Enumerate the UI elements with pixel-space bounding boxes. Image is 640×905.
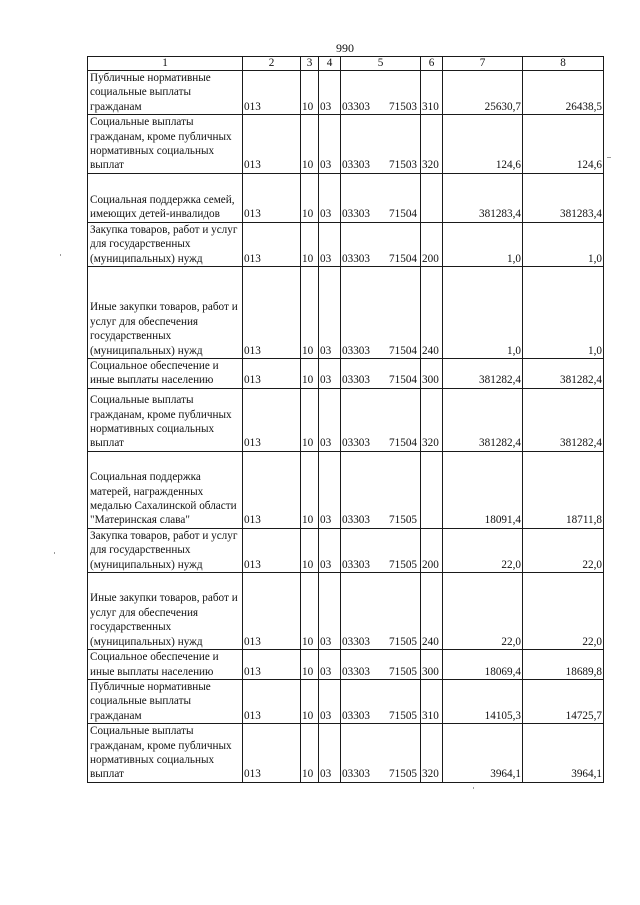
- section-cell: 10: [301, 724, 319, 783]
- target-article-part-a: 03303: [342, 159, 370, 172]
- target-article-cell: [341, 71, 421, 115]
- scan-mark: [54, 552, 55, 554]
- target-article-part-b: 71505: [389, 709, 417, 722]
- section-cell: 10: [301, 71, 319, 115]
- target-article-part-b: 71505: [389, 665, 417, 678]
- row-name-cell: Иные закупки товаров, работ и услуг для обеспечения государственных (муниципальных) нужд: [88, 573, 243, 650]
- target-article-cell: [341, 115, 421, 174]
- subsection-cell: 03: [319, 724, 341, 783]
- amount-col7-cell: 18069,4: [443, 650, 523, 680]
- target-article-part-a: 03303: [342, 709, 370, 722]
- target-article-cell: [341, 679, 421, 723]
- row-name-cell: Социальные выплаты гражданам, кроме публичных нормативных социальных выплат: [88, 388, 243, 451]
- amount-col7-cell: 22,0: [443, 528, 523, 572]
- subsection-cell: 03: [319, 222, 341, 266]
- grbs-cell: 013: [243, 528, 301, 572]
- target-article-part-a: 03303: [342, 768, 370, 781]
- grbs-cell: 013: [243, 679, 301, 723]
- amount-col8-cell: 124,6: [523, 115, 604, 174]
- section-cell: 10: [301, 267, 319, 359]
- target-article-part-b: 71503: [389, 159, 417, 172]
- amount-col8-cell: 26438,5: [523, 71, 604, 115]
- section-cell: 10: [301, 679, 319, 723]
- section-cell: 10: [301, 573, 319, 650]
- expense-type-cell: 300: [421, 650, 443, 680]
- subsection-cell: 03: [319, 173, 341, 222]
- table-row: [88, 222, 604, 266]
- subsection-cell: 03: [319, 679, 341, 723]
- row-name-cell: Иные закупки товаров, работ и услуг для обеспечения государственных (муниципальных) нужд: [88, 267, 243, 359]
- target-article-part-b: 71504: [389, 344, 417, 357]
- table-row: [88, 173, 604, 222]
- amount-col8-cell: 22,0: [523, 573, 604, 650]
- scan-mark: [60, 254, 61, 256]
- target-article-cell: [341, 173, 421, 222]
- row-name-cell: Публичные нормативные социальные выплаты гражданам: [88, 679, 243, 723]
- expense-type-cell: 320: [421, 115, 443, 174]
- subsection-cell: 03: [319, 71, 341, 115]
- expense-type-cell: 310: [421, 679, 443, 723]
- table-row: [88, 267, 604, 359]
- row-name-cell: Публичные нормативные социальные выплаты гражданам: [88, 71, 243, 115]
- amount-col8-cell: 22,0: [523, 528, 604, 572]
- grbs-cell: 013: [243, 451, 301, 528]
- target-article-cell: [341, 528, 421, 572]
- amount-col8-cell: 14725,7: [523, 679, 604, 723]
- target-article-part-a: 03303: [342, 558, 370, 571]
- target-article-cell: [341, 573, 421, 650]
- expense-type-cell: 300: [421, 359, 443, 389]
- header-col-3: 3: [301, 57, 319, 71]
- expense-type-cell: 320: [421, 388, 443, 451]
- target-article-part-b: 71504: [389, 208, 417, 221]
- budget-table: [87, 56, 604, 783]
- row-name-cell: Социальное обеспечение и иные выплаты населению: [88, 359, 243, 389]
- grbs-cell: 013: [243, 359, 301, 389]
- target-article-part-b: 71503: [389, 100, 417, 113]
- subsection-cell: 03: [319, 115, 341, 174]
- amount-col8-cell: 1,0: [523, 222, 604, 266]
- header-col-7: 7: [443, 57, 523, 71]
- amount-col7-cell: 124,6: [443, 115, 523, 174]
- expense-type-cell: [421, 173, 443, 222]
- table-row: [88, 451, 604, 528]
- amount-col7-cell: 381282,4: [443, 359, 523, 389]
- expense-type-cell: 240: [421, 267, 443, 359]
- target-article-cell: [341, 359, 421, 389]
- target-article-part-a: 03303: [342, 208, 370, 221]
- amount-col7-cell: 381283,4: [443, 173, 523, 222]
- target-article-part-b: 71505: [389, 514, 417, 527]
- subsection-cell: 03: [319, 451, 341, 528]
- row-name-cell: Социальное обеспечение и иные выплаты населению: [88, 650, 243, 680]
- grbs-cell: 013: [243, 115, 301, 174]
- amount-col7-cell: 381282,4: [443, 388, 523, 451]
- amount-col7-cell: 1,0: [443, 222, 523, 266]
- target-article-part-b: 71505: [389, 635, 417, 648]
- target-article-cell: [341, 650, 421, 680]
- section-cell: 10: [301, 359, 319, 389]
- section-cell: 10: [301, 388, 319, 451]
- target-article-part-a: 03303: [342, 344, 370, 357]
- target-article-part-a: 03303: [342, 437, 370, 450]
- table-row: [88, 528, 604, 572]
- target-article-cell: [341, 267, 421, 359]
- table-row: [88, 650, 604, 680]
- section-cell: 10: [301, 222, 319, 266]
- amount-col7-cell: 3964,1: [443, 724, 523, 783]
- section-cell: 10: [301, 528, 319, 572]
- header-col-8: 8: [523, 57, 604, 71]
- section-cell: 10: [301, 451, 319, 528]
- section-cell: 10: [301, 173, 319, 222]
- table-row: [88, 388, 604, 451]
- expense-type-cell: 320: [421, 724, 443, 783]
- target-article-part-a: 03303: [342, 635, 370, 648]
- target-article-part-a: 03303: [342, 374, 370, 387]
- table-header-row: [88, 57, 604, 71]
- target-article-cell: [341, 388, 421, 451]
- expense-type-cell: 310: [421, 71, 443, 115]
- scan-mark: [473, 787, 474, 789]
- row-name-cell: Закупка товаров, работ и услуг для государственных (муниципальных) нужд: [88, 528, 243, 572]
- section-cell: 10: [301, 115, 319, 174]
- expense-type-cell: [421, 451, 443, 528]
- amount-col8-cell: 3964,1: [523, 724, 604, 783]
- scan-mark: [607, 157, 611, 158]
- header-col-5: 5: [341, 57, 421, 71]
- expense-type-cell: 200: [421, 528, 443, 572]
- section-cell: 10: [301, 650, 319, 680]
- header-col-2: 2: [243, 57, 301, 71]
- expense-type-cell: 240: [421, 573, 443, 650]
- target-article-part-a: 03303: [342, 665, 370, 678]
- table-row: [88, 359, 604, 389]
- grbs-cell: 013: [243, 267, 301, 359]
- grbs-cell: 013: [243, 573, 301, 650]
- subsection-cell: 03: [319, 528, 341, 572]
- grbs-cell: 013: [243, 222, 301, 266]
- amount-col8-cell: 18711,8: [523, 451, 604, 528]
- row-name-cell: Социальная поддержка матерей, награжденных медалью Сахалинской области "Материнская слава": [88, 451, 243, 528]
- row-name-cell: Социальные выплаты гражданам, кроме публичных нормативных социальных выплат: [88, 115, 243, 174]
- page-number: 990: [336, 41, 354, 55]
- table-row: [88, 724, 604, 783]
- grbs-cell: 013: [243, 724, 301, 783]
- target-article-part-a: 03303: [342, 252, 370, 265]
- target-article-part-b: 71504: [389, 374, 417, 387]
- target-article-part-b: 71505: [389, 558, 417, 571]
- header-col-1: 1: [88, 57, 243, 71]
- table-row: [88, 115, 604, 174]
- amount-col8-cell: 381282,4: [523, 388, 604, 451]
- amount-col7-cell: 25630,7: [443, 71, 523, 115]
- amount-col8-cell: 381283,4: [523, 173, 604, 222]
- grbs-cell: 013: [243, 650, 301, 680]
- amount-col7-cell: 18091,4: [443, 451, 523, 528]
- amount-col7-cell: 1,0: [443, 267, 523, 359]
- target-article-cell: [341, 451, 421, 528]
- row-name-cell: Социальная поддержка семей, имеющих детей-инвалидов: [88, 173, 243, 222]
- target-article-part-b: 71504: [389, 437, 417, 450]
- amount-col7-cell: 22,0: [443, 573, 523, 650]
- subsection-cell: 03: [319, 359, 341, 389]
- target-article-cell: [341, 222, 421, 266]
- table-row: [88, 573, 604, 650]
- header-col-6: 6: [421, 57, 443, 71]
- amount-col8-cell: 381282,4: [523, 359, 604, 389]
- table-row: [88, 71, 604, 115]
- row-name-cell: Закупка товаров, работ и услуг для государственных (муниципальных) нужд: [88, 222, 243, 266]
- grbs-cell: 013: [243, 71, 301, 115]
- header-col-4: 4: [319, 57, 341, 71]
- expense-type-cell: 200: [421, 222, 443, 266]
- amount-col7-cell: 14105,3: [443, 679, 523, 723]
- grbs-cell: 013: [243, 173, 301, 222]
- target-article-cell: [341, 724, 421, 783]
- target-article-part-a: 03303: [342, 514, 370, 527]
- target-article-part-b: 71505: [389, 768, 417, 781]
- target-article-part-b: 71504: [389, 252, 417, 265]
- subsection-cell: 03: [319, 267, 341, 359]
- table-row: [88, 679, 604, 723]
- target-article-part-a: 03303: [342, 100, 370, 113]
- row-name-cell: Социальные выплаты гражданам, кроме публичных нормативных социальных выплат: [88, 724, 243, 783]
- subsection-cell: 03: [319, 388, 341, 451]
- amount-col8-cell: 18689,8: [523, 650, 604, 680]
- subsection-cell: 03: [319, 650, 341, 680]
- grbs-cell: 013: [243, 388, 301, 451]
- subsection-cell: 03: [319, 573, 341, 650]
- amount-col8-cell: 1,0: [523, 267, 604, 359]
